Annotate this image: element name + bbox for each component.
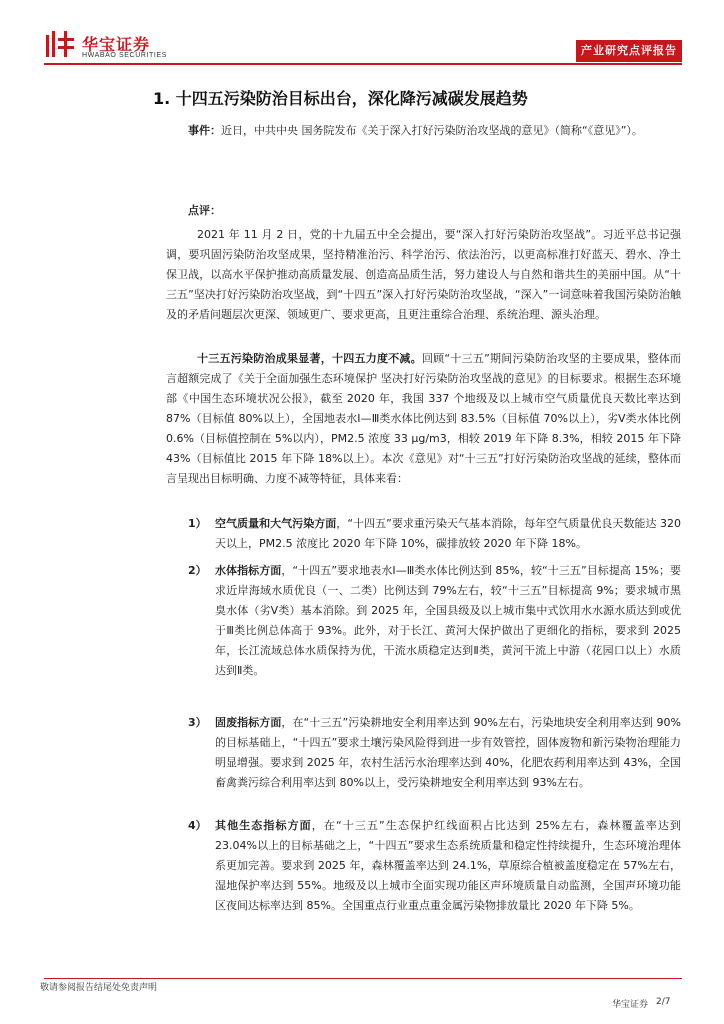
list-item-heading: 水体指标方面 [215,564,282,577]
company-name-cn: 华宝证券 [82,35,151,54]
paragraph-13th-fyp-results [166,349,681,489]
company-name-en: HWABAO SECURITIES [82,52,168,59]
list-item-ecology [188,816,681,916]
list-item-text: ，在“十三五”污染耕地安全利用率达到 90%左右，污染地块安全利用率达到 90%的目标基础上，“十四五”要求土壤污染风险得到进一步有效管控，固体废物和新污染物治理能力明显增强。要求到 2025 年，农村生活污水治理率达到 40%，化肥农药利用率达到 43%，全国畜禽粪污综合利用率达到 80%以上，受污染耕地安全利用率达到 93%左右。 [215,716,682,789]
list-number: 2） [188,564,207,577]
list-number: 1） [188,517,207,530]
footer-divider [44,978,682,979]
paragraph-13th-fyp-body: 回顾“十三五”期间污染防治攻坚的主要成果，整体而言超额完成了《关于全面加强生态环境保护 坚决打好污染防治攻坚战的意见》的目标要求。根据生态环境部《中国生态环境状况公报》，截至 2020 年，我国 337 个地级及以上城市空气质量优良天数比率达到 87%（目标值 80%以上），全国地表水Ⅰ—Ⅲ类水体比例达到 83.5%（目标值 70%以上），劣Ⅴ类水体比例 0.6%（目标值控制在 5%以内），PM2.5 浓度 33 μg/m3，相较 2019 年下降 8.3%，相较 2015 年下降 43%（目标值比 2015 年下降 18%以上）。本次《意见》对“十三五”打好污染防治攻坚战的延续，整体而言呈现出目标明确、力度不减等特征，具体来看： [166,352,681,485]
paragraph-policy-background: 2021 年 11 月 2 日，党的十九届五中全会提出，要“深入打好污染防治攻坚战”。习近平总书记强调，要巩固污染防治攻坚成果，坚持精准治污、科学治污、依法治污，以更高标准打好蓝天、碧水、净土保卫战，以高水平保护推动高质量发展、创造高品质生活，努力建设人与自然和谐共生的美丽中国。从“十三五”坚决打好污染防治攻坚战，到“十四五”深入打好污染防治攻坚战，“深入”一词意味着我国污染防治触及的矛盾问题层次更深、领域更广、要求更高，且更注重综合治理、系统治理、源头治理。 [166,228,681,321]
list-item-water [188,561,681,681]
event-label: 事件： [188,124,221,137]
list-item-solid-waste [188,713,681,793]
event-text: 近日，中共中央 国务院发布《关于深入打好污染防治攻坚战的意见》（简称“《意见》”）。 [221,124,643,137]
company-logo-mark-icon [44,30,76,58]
page-number: 2/7 [656,997,671,1007]
list-item-text: ，在“十三五”生态保护红线面积占比达到 25%左右，森林覆盖率达到 23.04%以上的目标基础之上，“十四五”要求生态系统质量和稳定性持续提升，生态环境治理体系更加完善。要求到 2025 年，森林覆盖率达到 24.1%，草原综合植被盖度稳定在 57%左右，湿地保护率达到 55%。地级及以上城市全面实现功能区声环境质量自动监测，全国声环境功能区夜间达标率达到 85%。全国重点行业重点重金属污染物排放量比 2020 年下降 5%。 [215,819,682,912]
header-divider [44,63,682,65]
list-number: 4） [188,819,207,832]
list-item-text: ，“十四五”要求地表水Ⅰ—Ⅲ类水体比例达到 85%，较“十三五”目标提高 15%；要求近岸海域水质优良（一、二类）比例达到 79%左右，较“十三五”目标提高 9%；要求城市黑臭水体（劣Ⅴ类）基本消除。到 2025 年，全国县级及以上城市集中式饮用水水源水质达到或优于Ⅲ类比例总体高于 93%。此外，对于长江、黄河大保护做出了更细化的指标，要求到 2025 年，长江流域总体水质保持为优，干流水质稳定达到Ⅱ类，黄河干流上中游（花园口以上）水质达到Ⅱ类。 [215,564,682,677]
report-type-badge: 产业研究点评报告 [576,40,682,62]
list-item-heading: 空气质量和大气污染方面 [215,517,337,530]
list-item-text: ，“十四五”要求重污染天气基本消除，每年空气质量优良天数能达 320 天以上，PM2.5 浓度比 2020 年下降 10%，碳排放较 2020 年下降 18%。 [215,517,682,550]
event-paragraph [166,121,681,141]
footer-broker-name: 华宝证券 [612,1000,649,1010]
list-item-heading: 其他生态指标方面 [215,819,312,832]
list-number: 3） [188,716,207,729]
page-header [0,0,724,70]
section-title: 1. 十四五污染防治目标出台，深化降污减碳发展趋势 [153,89,528,108]
list-item-air-quality [188,514,681,554]
list-item-heading: 固废指标方面 [215,716,282,729]
disclaimer-note: 敬请参阅报告结尾处免责声明 [40,983,158,993]
paragraph-13th-fyp-lead: 十三五污染防治成果显著，十四五力度不减。 [197,352,422,365]
comment-label: 点评： [188,204,221,217]
